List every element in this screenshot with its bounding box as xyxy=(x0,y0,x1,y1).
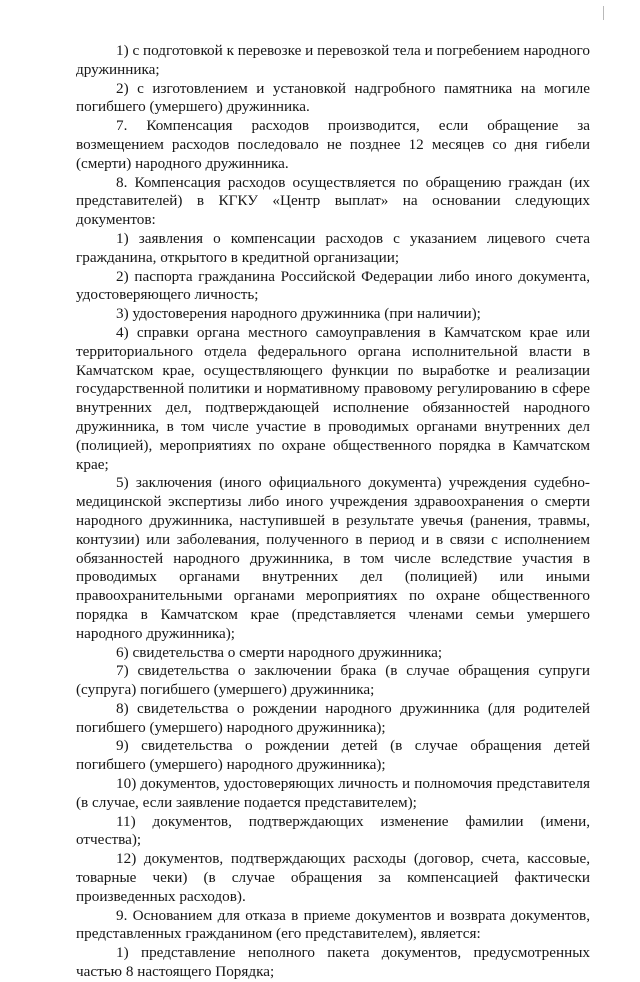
paragraph-3: 7. Компенсация расходов производится, если обращение за возмещением расходов последовало не позднее 12 месяцев со дня гибели (смерти) народного дружинника. xyxy=(76,117,590,172)
paragraph-13: 9) свидетельства о рождении детей (в случае обращения детей погибшего (умершего) народного дружинника); xyxy=(76,737,590,774)
paragraph-16: 12) документов, подтверждающих расходы (договор, счета, кассовые, товарные чеки) (в случае обращения за компенсацией фактически произведенных расходов). xyxy=(76,850,590,905)
paragraph-10: 6) свидетельства о смерти народного дружинника; xyxy=(116,643,443,661)
paragraph-8: 4) справки органа местного самоуправления в Камчатском крае или территориального отдела федерального органа исполнительной власти в Камчатском крае, осуществляющего функции по выработке и реализации государственной политики и нормативному правовому регулированию в сфере внутренних дел, подтверждающей исполнение обязанностей народного дружинника, в том числе участие в проводимых органами внутренних дел (полицией), мероприятиях по охране общественного порядка в Камчатском крае; xyxy=(76,323,590,473)
paragraph-4: 8. Компенсация расходов осуществляется по обращению граждан (их представителей) в КГКУ «Центр выплат» на основании следующих документов: xyxy=(76,173,590,229)
paragraph-17: 9. Основанием для отказа в приеме документов и возврата документов, представленных гражданином (его представителем), является: xyxy=(76,906,590,943)
page-corner-mark xyxy=(603,6,608,20)
paragraph-7: 3) удостоверения народного дружинника (при наличии); xyxy=(116,305,481,323)
paragraph-11: 7) свидетельства о заключении брака (в случае обращения супруги (супруга) погибшего (умершего) дружинника; xyxy=(76,662,590,699)
document-page xyxy=(76,42,590,982)
paragraph-2: 2) с изготовлением и установкой надгробного памятника на могиле погибшего (умершего) дружинника. xyxy=(76,79,590,116)
paragraph-15: 11) документов, подтверждающих изменение фамилии (имени, отчества); xyxy=(76,812,590,849)
paragraph-5: 1) заявления о компенсации расходов с указанием лицевого счета гражданина, открытого в кредитной организации; xyxy=(76,229,590,266)
paragraph-6: 2) паспорта гражданина Российской Федерации либо иного документа, удостоверяющего личность; xyxy=(76,267,590,304)
paragraph-1: 1) с подготовкой к перевозке и перевозкой тела и погребением народного дружинника; xyxy=(76,42,590,78)
paragraph-18: 1) представление неполного пакета документов, предусмотренных частью 8 настоящего Порядка; xyxy=(76,944,590,981)
paragraph-14: 10) документов, удостоверяющих личность и полномочия представителя (в случае, если заявление подается представителем); xyxy=(76,775,590,811)
paragraph-12: 8) свидетельства о рождении народного дружинника (для родителей погибшего (умершего) народного дружинника); xyxy=(76,699,590,736)
paragraph-9: 5) заключения (иного официального документа) учреждения судебно-медицинской экспертизы либо иного учреждения здравоохранения о смерти народного дружинника, наступившей в результате увечья (ранения, травмы, контузии) или заболевания, полученного в период и в связи с исполнением обязанностей народного дружинника, в том числе вследствие участия в проводимых органами внутренних дел (полицией) или иными правоохранительными органами мероприятиях по охране общественного порядка в Камчатском крае (представляется членами семьи умершего народного дружинника); xyxy=(76,474,590,642)
